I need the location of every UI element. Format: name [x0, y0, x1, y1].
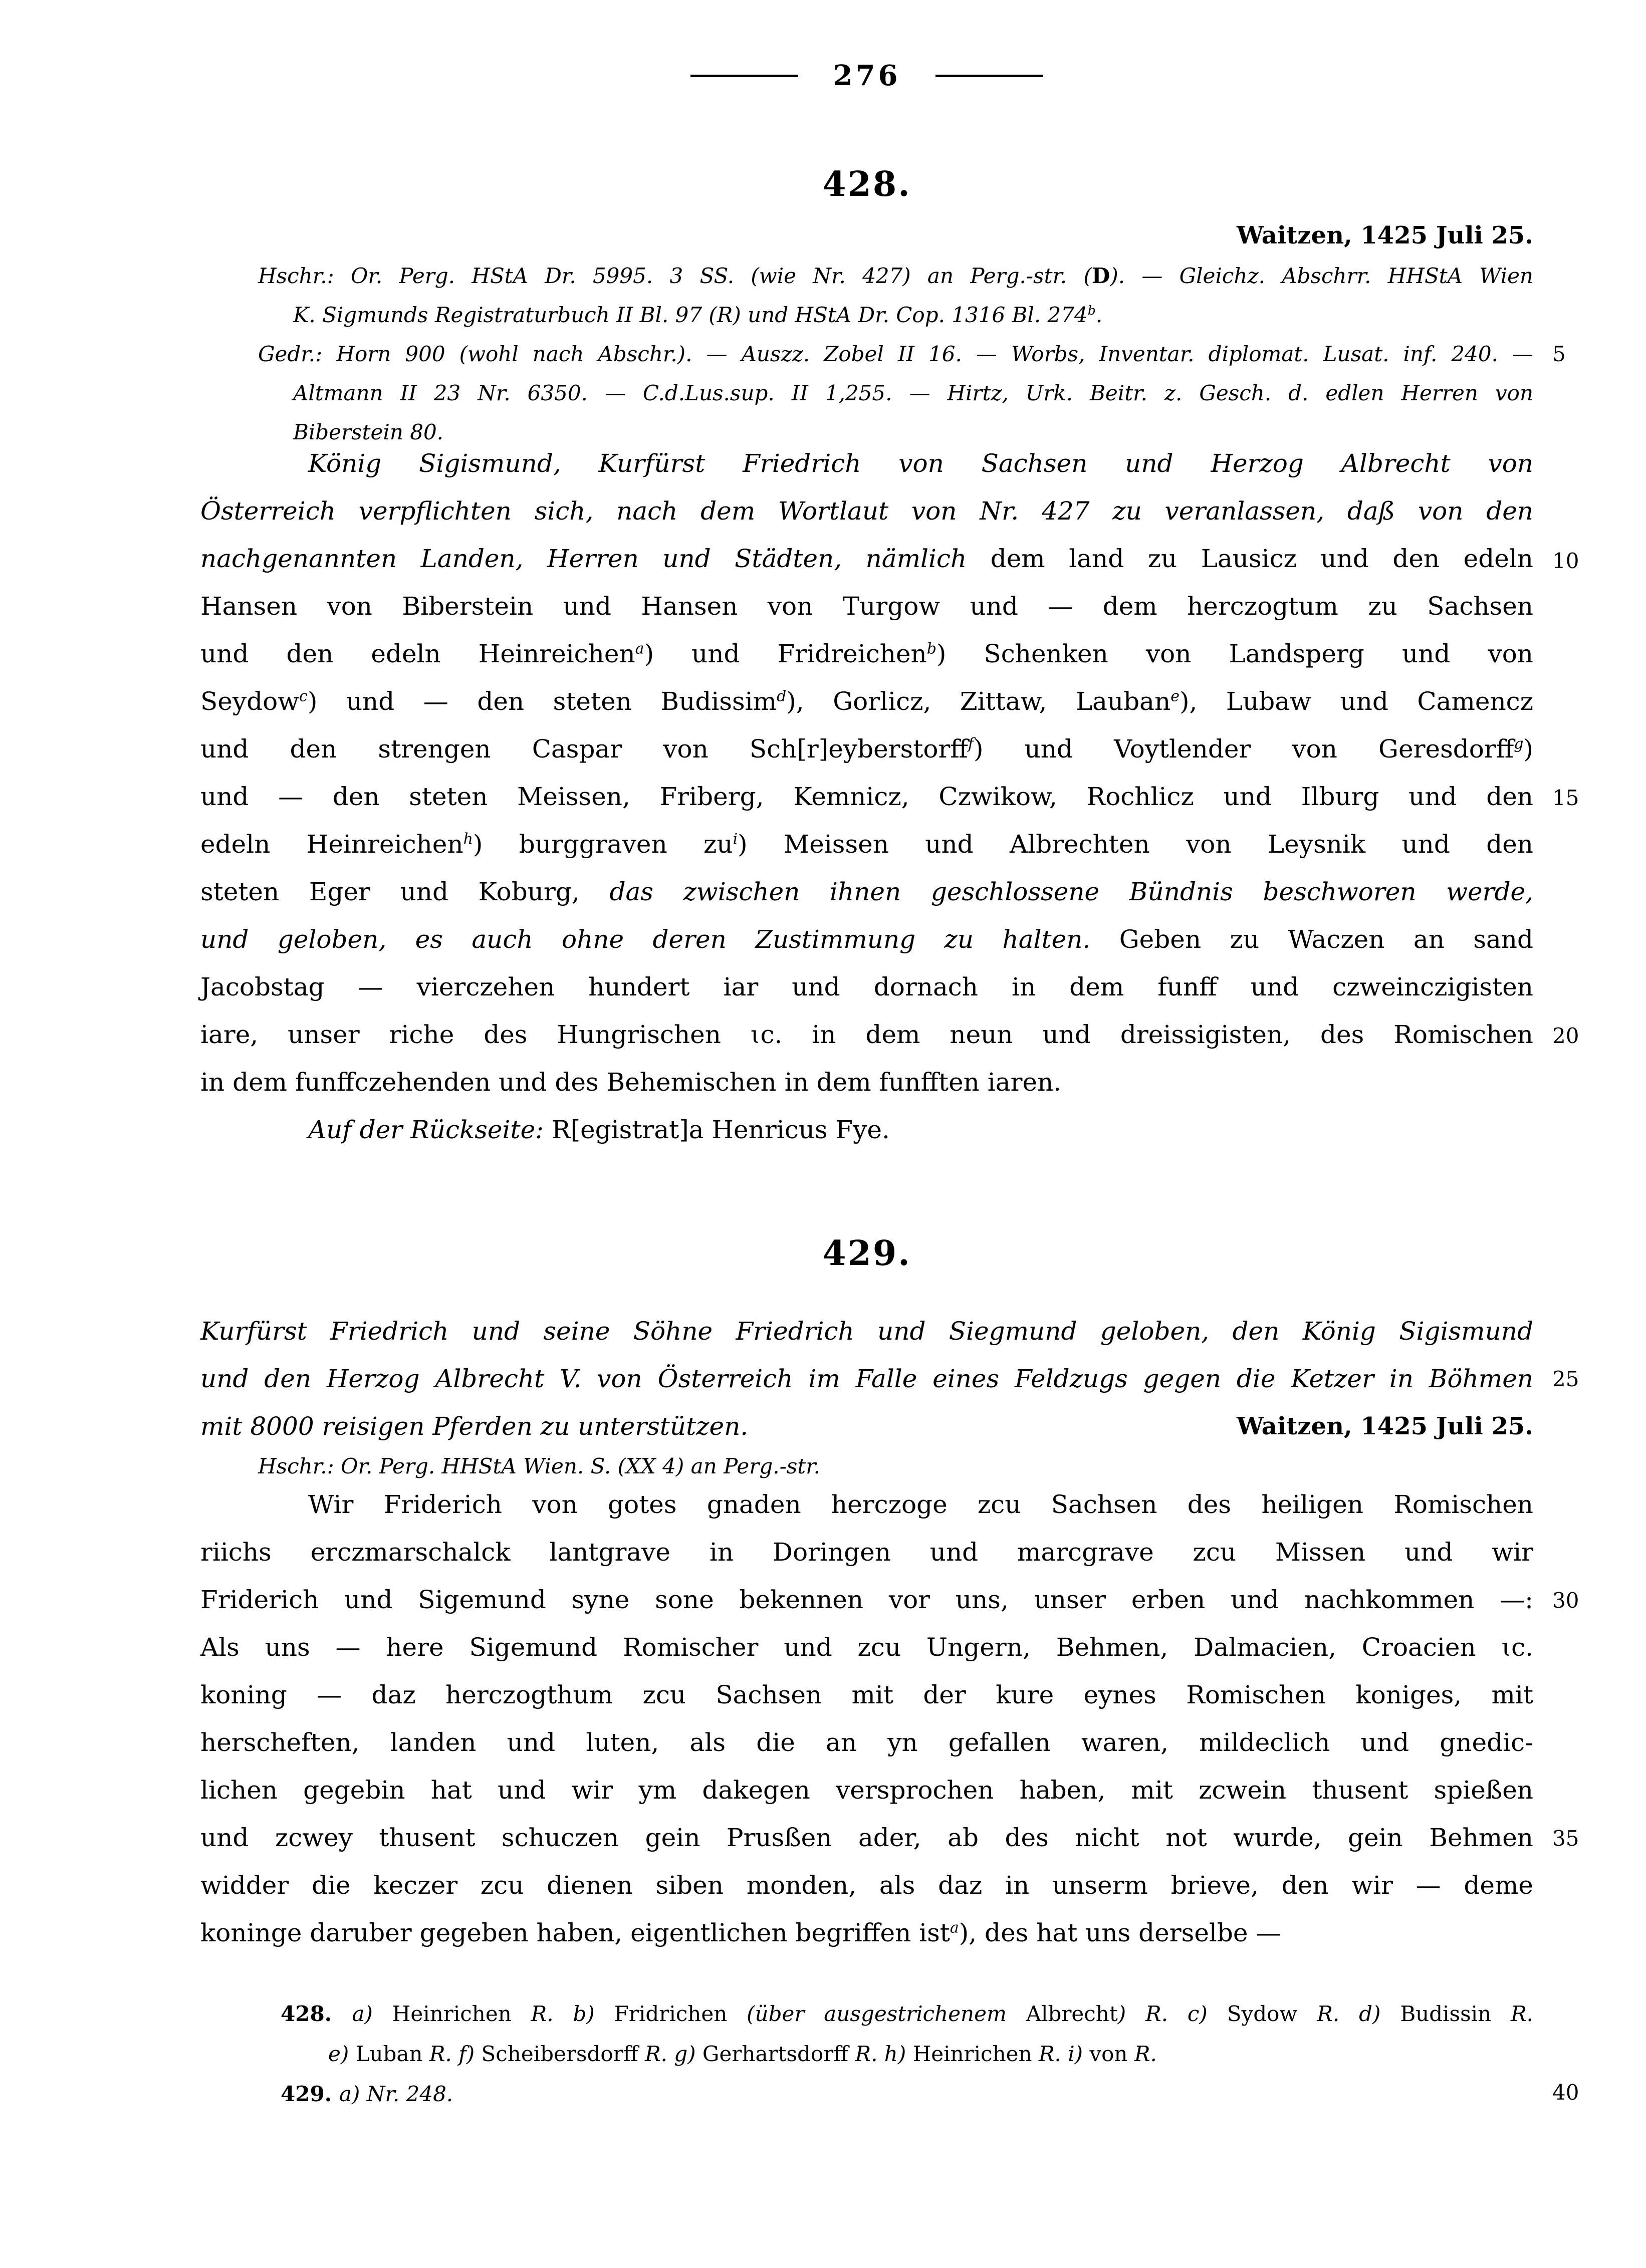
text-segment: ) R. [1117, 2001, 1168, 2026]
text-segment: R. [644, 2042, 667, 2066]
page-number: 276 [833, 59, 901, 92]
text-segment [1168, 2001, 1188, 2026]
text-segment [1339, 2001, 1359, 2026]
text-line [200, 725, 1533, 773]
text-segment: ) Schenken von Landsperg und von [936, 639, 1534, 668]
text-line [200, 1481, 1533, 1529]
text-segment: und den strengen Caspar von Sch[r]eyberstorff [200, 734, 968, 764]
text-segment: und — den steten Meissen, Friberg, Kemnicz, Czwikow, Rochlicz und Ilburg und den [200, 782, 1533, 811]
text-line [200, 1106, 1533, 1154]
text-segment: Hansen von Biberstein und Hansen von Turgow und — dem herczogtum zu Sachsen [200, 592, 1533, 621]
text-line [200, 440, 1533, 487]
text-segment: ) Meissen und Albrechten von Leysnik und den [738, 830, 1534, 859]
text-segment: Seydow [200, 687, 299, 716]
text-segment [877, 2042, 884, 2066]
entry-428-number: 428. [822, 164, 911, 204]
footnote-marker: i [733, 830, 738, 848]
text-line [200, 678, 1533, 725]
text-line [200, 630, 1533, 678]
text-line [258, 1447, 1533, 1486]
text-segment [360, 2082, 366, 2106]
text-segment: ). — Gleichz. Abschrr. HHStA Wien [1110, 264, 1533, 288]
text-line [200, 1671, 1533, 1719]
text-segment: Luban [349, 2042, 429, 2066]
text-segment: 428. [281, 2001, 352, 2026]
text-segment: g) [674, 2042, 696, 2066]
text-segment: König Sigismund, Kurfürst Friedrich von Sachsen und Herzog Albrecht von [308, 449, 1533, 478]
text-line [200, 1059, 1533, 1106]
margin-line-number: 20 [1552, 1024, 1579, 1048]
text-segment: i) [1068, 2042, 1083, 2066]
text-line [200, 535, 1533, 583]
text-line [258, 335, 1533, 374]
margin-line-number: 10 [1552, 549, 1579, 573]
footnote-marker: e [1170, 687, 1180, 705]
text-segment: steten Eger und Koburg, [200, 877, 610, 906]
text-segment: R. [1134, 2042, 1157, 2066]
text-segment [1061, 2042, 1068, 2066]
text-line [200, 487, 1533, 535]
text-segment [452, 2042, 458, 2066]
text-segment: und den Herzog Albrecht V. von Österreich im Falle eines Feldzugs gegen die Ketzer in Böhmen [200, 1364, 1533, 1393]
text-segment: R. [855, 2042, 878, 2066]
text-segment: das zwischen ihnen geschlossene Bündnis beschworen werde, [609, 877, 1533, 906]
text-segment: ), Lubaw und Camencz [1179, 687, 1533, 716]
entry-428-source-apparatus [200, 257, 1533, 452]
text-segment: Albrecht [1026, 2001, 1118, 2026]
footnote-marker: b [926, 640, 936, 658]
text-segment: K. Sigmunds Registraturbuch II Bl. 97 (R) und HStA Dr. Cop. 1316 Bl. 274 [293, 303, 1088, 327]
text-line [281, 2074, 1533, 2114]
text-line [200, 1862, 1533, 1909]
margin-line-number: 25 [1552, 1367, 1579, 1391]
text-segment: widder die keczer zcu dienen siben monden, als daz in unserm brieve, den wir — deme [200, 1871, 1533, 1900]
text-segment: e) [328, 2042, 349, 2066]
text-segment: a) [339, 2082, 360, 2106]
text-line [200, 1403, 1533, 1450]
text-line [200, 963, 1533, 1011]
text-segment: h) [884, 2042, 906, 2066]
text-segment: b) [573, 2001, 595, 2026]
text-segment: in dem funffczehenden und des Behemischen in dem funfften iaren. [200, 1068, 1062, 1097]
text-line [258, 257, 1533, 296]
footnote-marker: a [950, 1919, 959, 1937]
text-line [200, 1624, 1533, 1671]
text-segment: ) burggraven zu [473, 830, 733, 859]
text-segment: nachgenannten Landen, Herren und Städten, nämlich [200, 544, 991, 573]
footnote-marker: c [299, 687, 308, 705]
text-line [200, 868, 1533, 916]
text-segment: Jacobstag — vierczehen hundert iar und dornach in dem funff und czweinczigisten [200, 972, 1533, 1001]
text-segment: Biberstein 80. [293, 420, 444, 444]
entry-429-body-text [200, 1481, 1533, 1957]
text-segment: riichs erczmarschalck lantgrave in Doringen und marcgrave zcu Missen und wir [200, 1538, 1533, 1567]
entry-429-number: 429. [822, 1233, 911, 1274]
text-line [200, 1529, 1533, 1576]
text-segment: D [1091, 264, 1110, 288]
text-line [200, 1814, 1533, 1862]
entry-429-date: Waitzen, 1425 Juli 25. [1237, 1412, 1533, 1440]
text-segment: Kurfürst Friedrich und seine Söhne Friedrich und Siegmund geloben, den König Sigismund [200, 1317, 1533, 1346]
text-line [293, 374, 1533, 413]
footnote-marker: a [635, 640, 644, 658]
text-segment: ) und Fridreichen [644, 639, 927, 668]
text-segment: 429. [281, 2082, 339, 2106]
text-segment: Wir Friderich von gotes gnaden herczoge zcu Sachsen des heiligen Romischen [308, 1490, 1533, 1519]
text-segment: Sydow [1207, 2001, 1317, 2026]
text-segment: Als uns — here Sigemund Romischer und zcu Ungern, Behmen, Dalmacien, Croacien ɩc. [200, 1633, 1533, 1662]
header-rule-left [690, 75, 798, 77]
text-segment: edeln Heinreichen [200, 830, 463, 859]
text-segment: lichen gegebin hat und wir ym dakegen versprochen haben, mit zcwein thusent spießen [200, 1776, 1533, 1805]
text-line [200, 1767, 1533, 1814]
text-line [200, 583, 1533, 630]
text-segment [667, 2042, 674, 2066]
footnotes-block [200, 1994, 1533, 2114]
text-segment: und zcwey thusent schuczen gein Prusßen ader, ab des nicht not wurde, gein Behmen [200, 1823, 1533, 1852]
text-segment: Heinrichen [906, 2042, 1039, 2066]
text-line [200, 821, 1533, 868]
entry-429-source-apparatus [200, 1447, 1533, 1486]
text-segment: dem land zu Lausicz und den edeln [990, 544, 1533, 573]
text-line [328, 2034, 1533, 2074]
text-segment: Budissin [1380, 2001, 1511, 2026]
text-segment: R. [1038, 2042, 1061, 2066]
text-line [200, 1909, 1533, 1957]
text-segment: Heinrichen [372, 2001, 531, 2026]
text-segment: R. [531, 2001, 554, 2026]
text-line [200, 773, 1533, 821]
margin-line-number: 5 [1552, 342, 1566, 366]
text-segment: R. [1511, 2001, 1534, 2026]
text-segment: R[egistrat]a Henricus Fye. [551, 1115, 890, 1144]
text-segment: ), des hat uns derselbe — [959, 1918, 1281, 1947]
text-segment: Altmann II 23 Nr. 6350. — C.d.Lus.sup. II 1,255. — Hirtz, Urk. Beitr. z. Gesch. d. edlen Herren von [293, 381, 1533, 405]
header-rule-right [935, 75, 1043, 77]
text-segment: a) [352, 2001, 373, 2026]
text-segment: Gerhartsdorff [695, 2042, 855, 2066]
text-segment: Geben zu Waczen an sand [1090, 925, 1534, 954]
text-line [200, 916, 1533, 963]
text-line [293, 296, 1533, 335]
text-segment: koning — daz herczogthum zcu Sachsen mit der kure eynes Romischen koniges, mit [200, 1680, 1533, 1709]
text-segment: R. [429, 2042, 452, 2066]
text-segment: Nr. 248. [366, 2082, 453, 2106]
text-segment: Gedr.: Horn 900 (wohl nach Abschr.). — Auszz. Zobel II 16. — Worbs, Inventar. diplomat. Lusat. inf. 240. — [258, 342, 1533, 366]
text-segment: R. [1317, 2001, 1340, 2026]
text-segment: ) und — den steten Budissim [307, 687, 777, 716]
margin-line-number: 15 [1552, 786, 1579, 810]
page-header [200, 59, 1533, 92]
footnote-marker: g [1514, 735, 1524, 753]
text-segment: (über ausgestrichenem [747, 2001, 1026, 2026]
text-segment: herscheften, landen und luten, als die an yn gefallen waren, mildeclich und gnedic- [200, 1728, 1533, 1757]
text-segment: ), Gorlicz, Zittaw, Lauban [786, 687, 1171, 716]
text-segment: Fridrichen [594, 2001, 747, 2026]
text-segment: c) [1187, 2001, 1208, 2026]
text-line [200, 1308, 1533, 1355]
text-segment: Friderich und Sigemund syne sone bekennen vor uns, unser erben und nachkommen —: [200, 1585, 1533, 1614]
footnote-marker: h [463, 830, 473, 848]
text-segment: und geloben, es auch ohne deren Zustimmung zu halten. [200, 925, 1091, 954]
text-line [200, 1719, 1533, 1767]
text-line [281, 1994, 1533, 2034]
text-line [200, 1576, 1533, 1624]
text-segment: Hschr.: Or. Perg. HStA Dr. 5995. 3 SS. (wie Nr. 427) an Perg.-str. ( [258, 264, 1092, 288]
margin-line-number: 35 [1552, 1826, 1579, 1851]
footnote-marker: d [777, 687, 787, 705]
text-segment: ) [1523, 734, 1533, 764]
text-segment: iare, unser riche des Hungrischen ɩc. in dem neun und dreissigisten, des Romischen [200, 1020, 1533, 1049]
text-segment: d) [1359, 2001, 1381, 2026]
text-segment: Scheibersdorff [475, 2042, 645, 2066]
text-segment: koninge daruber gegeben haben, eigentlichen begriffen ist [200, 1918, 950, 1947]
text-segment: . [1095, 303, 1103, 327]
entry-429-summary [200, 1308, 1533, 1450]
text-segment: mit 8000 reisigen Pferden zu unterstützen. [200, 1412, 749, 1441]
margin-line-number: 30 [1552, 1588, 1579, 1613]
text-segment: ) und Voytlender von Geresdorff [973, 734, 1514, 764]
text-segment: Österreich verpflichten sich, nach dem Wortlaut von Nr. 427 zu veranlassen, daß von den [200, 496, 1533, 526]
entry-428-body-text [200, 440, 1533, 1154]
text-segment: und den edeln Heinreichen [200, 639, 635, 668]
text-segment [554, 2001, 573, 2026]
footnote-marker: f [968, 735, 974, 753]
text-segment: von [1083, 2042, 1134, 2066]
footnote-marker: b [1087, 303, 1096, 318]
text-segment: Auf der Rückseite: [308, 1115, 552, 1144]
entry-428-date: Waitzen, 1425 Juli 25. [1237, 221, 1533, 249]
text-line [200, 1355, 1533, 1403]
text-segment: f) [458, 2042, 475, 2066]
margin-line-number: 40 [1552, 2080, 1579, 2105]
text-line [200, 1011, 1533, 1059]
text-segment: Hschr.: Or. Perg. HHStA Wien. S. (XX 4) an Perg.-str. [258, 1454, 821, 1478]
